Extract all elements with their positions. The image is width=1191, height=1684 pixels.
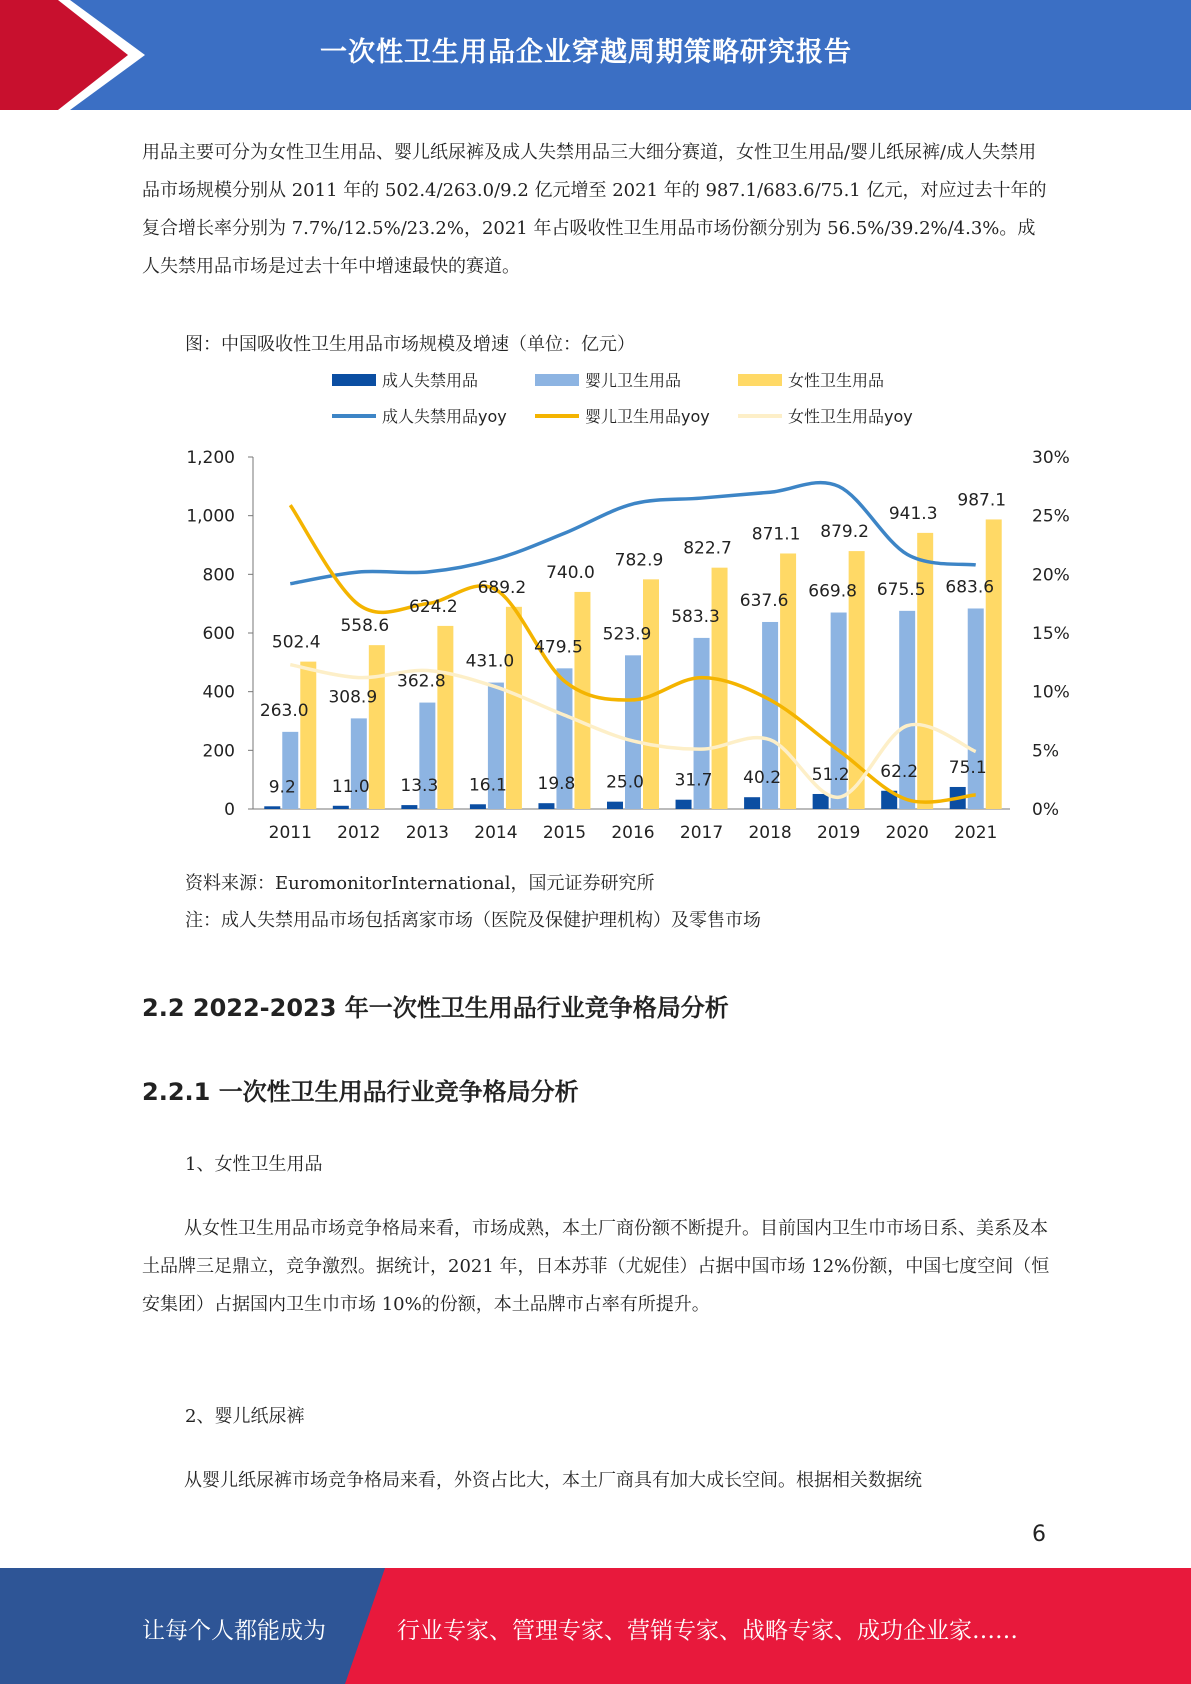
baby-data-label: 669.8 [808, 581, 857, 602]
female-data-label: 558.6 [340, 616, 390, 637]
y-left-tick-label: 400 [202, 682, 235, 703]
baby-bar [968, 608, 984, 809]
baby-data-label: 479.5 [534, 637, 583, 658]
female-data-label: 782.9 [614, 550, 664, 571]
baby-data-label: 583.3 [671, 606, 720, 627]
y-left-tick-label: 800 [202, 565, 235, 586]
source-note: 资料来源：EuromonitorInternational，国元证券研究所 [185, 873, 655, 894]
baby-bar [282, 732, 298, 809]
baby-data-label: 431.0 [465, 651, 515, 672]
x-tick-label: 2017 [679, 823, 724, 843]
baby-data-label: 362.8 [397, 671, 446, 692]
baby-data-label: 683.6 [945, 577, 995, 598]
baby-data-label: 263.0 [259, 700, 309, 721]
x-tick-label: 2019 [817, 823, 861, 843]
page-number: 6 [1032, 1522, 1046, 1547]
adult-data-label: 31.7 [674, 770, 713, 791]
y-right-tick-label: 5% [1032, 741, 1059, 762]
adult-data-label: 13.3 [400, 776, 439, 797]
page-footer [0, 1568, 1191, 1684]
intro-paragraph: 用品主要可分为女性卫生用品、婴儿纸尿裤及成人失禁用品三大细分赛道，女性卫生用品/婴儿纸尿裤/成人失禁用品市场规模分别从 2011 年的 502.4/263.0/9.2 亿元增至 2021 年的 987.1/683.6/75.1 亿元，对应过去十年的复合增长率分别为 7.7%/12.5%/23.2%，2021 年占吸收性卫生用品市场份额分别为 56.5%/39.2%/4.3%。成人失禁用品市场是过去十年中增速最快的赛道。 [142, 142, 1047, 277]
female-bar [917, 533, 933, 809]
adult-data-label: 11.0 [331, 776, 370, 797]
x-tick-label: 2020 [885, 823, 929, 843]
adult-data-label: 75.1 [948, 757, 987, 778]
footer-slogan: 让每个人都能成为 [142, 1618, 326, 1644]
female-bar [574, 592, 590, 809]
baby-data-label: 675.5 [876, 579, 926, 600]
remark-note: 注：成人失禁用品市场包括离家市场（医院及保健护理机构）及零售市场 [185, 910, 761, 931]
legend-label: 婴儿卫生用品 [585, 371, 682, 390]
section-heading: 2.2 2022-2023 年一次性卫生用品行业竞争格局分析 [142, 994, 729, 1022]
adult-bar [813, 794, 829, 809]
header-title: 一次性卫生用品企业穿越周期策略研究报告 [320, 37, 852, 68]
adult-bar [607, 802, 623, 809]
y-left-tick-label: 1,200 [186, 448, 235, 468]
female-data-label: 871.1 [751, 524, 801, 545]
adult-bar [470, 804, 486, 809]
adult-bar [264, 806, 280, 809]
legend-label: 成人失禁用品yoy [382, 407, 507, 426]
female-data-label: 879.2 [820, 522, 869, 543]
female-data-label: 624.2 [409, 596, 458, 617]
item1-paragraph: 从女性卫生用品市场竞争格局来看，市场成熟，本土厂商份额不断提升。目前国内卫生巾市场日系、美系及本土品牌三足鼎立，竞争激烈。据统计，2021 年，日本苏菲（尤妮佳）占据中国市场 12%份额，中国七度空间（恒安集团）占据国内卫生巾市场 10%的份额，本土品牌市占率有所提升。 [142, 1218, 1050, 1315]
y-left-tick-label: 600 [202, 624, 235, 644]
female-data-label: 740.0 [546, 562, 595, 583]
female-bar [986, 519, 1002, 809]
x-tick-label: 2013 [405, 823, 449, 843]
baby-data-label: 308.9 [328, 687, 378, 708]
y-right-tick-label: 15% [1032, 624, 1070, 644]
adult-bar [744, 797, 760, 809]
female-bar [300, 662, 316, 809]
market-size-chart [150, 360, 1070, 850]
adult-bar [401, 805, 417, 809]
y-right-tick-label: 30% [1032, 448, 1070, 468]
baby-data-label: 523.9 [602, 624, 652, 645]
y-right-tick-label: 10% [1032, 682, 1070, 703]
footer-roles: 行业专家、管理专家、营销专家、战略专家、成功企业家…… [397, 1618, 1018, 1644]
female-bar [712, 568, 728, 809]
female-bar [506, 607, 522, 809]
legend-label: 女性卫生用品yoy [788, 407, 913, 426]
y-right-tick-label: 20% [1032, 565, 1070, 586]
adult-data-label: 19.8 [537, 774, 576, 795]
female-data-label: 502.4 [271, 632, 321, 653]
y-left-tick-label: 200 [202, 741, 235, 762]
legend-label: 婴儿卫生用品yoy [585, 407, 710, 426]
subsection-heading: 2.2.1 一次性卫生用品行业竞争格局分析 [142, 1078, 579, 1106]
female-data-label: 689.2 [477, 577, 527, 598]
adult-data-label: 25.0 [606, 772, 644, 793]
page-header [0, 0, 1191, 110]
female-data-label: 941.3 [888, 503, 938, 524]
legend-swatch [535, 374, 579, 386]
legend-label: 成人失禁用品 [382, 371, 479, 390]
y-left-tick-label: 1,000 [186, 506, 235, 527]
x-tick-label: 2011 [268, 823, 312, 843]
adult-bar [676, 800, 692, 809]
female-bar [437, 626, 453, 809]
y-right-tick-label: 25% [1032, 506, 1070, 527]
item2-title: 2、婴儿纸尿裤 [185, 1406, 305, 1427]
legend-swatch [738, 374, 782, 386]
legend-swatch [332, 374, 376, 386]
female-data-label: 822.7 [683, 538, 732, 559]
baby-data-label: 637.6 [739, 590, 789, 611]
adult-data-label: 40.2 [743, 768, 782, 789]
x-tick-label: 2021 [954, 823, 998, 843]
item1-title: 1、女性卫生用品 [185, 1154, 323, 1175]
x-tick-label: 2014 [474, 823, 518, 843]
adult-data-label: 62.2 [880, 761, 919, 782]
x-tick-label: 2012 [337, 823, 381, 843]
x-tick-label: 2015 [542, 823, 587, 843]
figure-caption: 图：中国吸收性卫生用品市场规模及增速（单位：亿元） [185, 334, 635, 355]
x-tick-label: 2018 [748, 823, 792, 843]
x-tick-label: 2016 [611, 823, 655, 843]
female-data-label: 987.1 [957, 490, 1007, 511]
adult-data-label: 9.2 [268, 777, 296, 798]
adult-bar [333, 806, 349, 809]
legend-label: 女性卫生用品 [788, 371, 885, 390]
y-left-tick-label: 0 [224, 800, 235, 820]
y-right-tick-label: 0% [1032, 800, 1059, 820]
adult-data-label: 16.1 [468, 775, 507, 796]
adult-bar [538, 803, 554, 809]
item2-paragraph: 从婴儿纸尿裤市场竞争格局来看，外资占比大，本土厂商具有加大成长空间。根据相关数据统 [184, 1470, 922, 1491]
adult-data-label: 51.2 [811, 764, 850, 785]
female-bar [369, 645, 385, 809]
